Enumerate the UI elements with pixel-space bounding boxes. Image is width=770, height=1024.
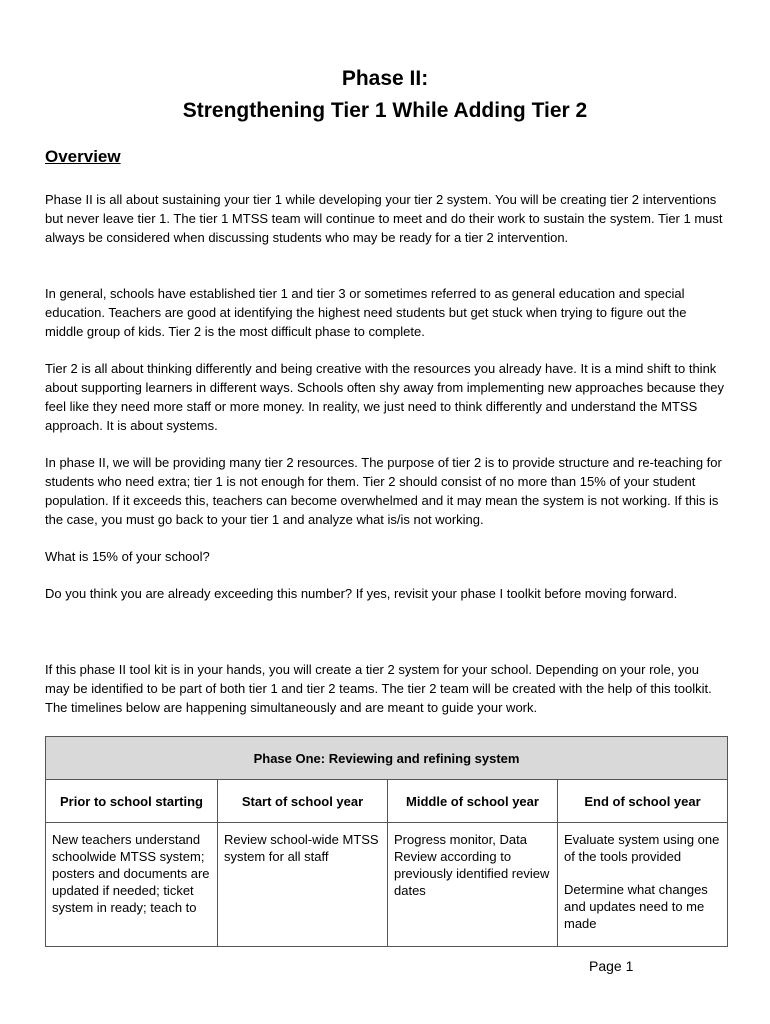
- cell-text: Review school-wide MTSS system for all staff: [224, 832, 379, 864]
- paragraph-toolkit: If this phase II tool kit is in your hands, you will create a tier 2 system for your school. Depending on your role, you may be identified to be part of both tier 1 and tier 2 teams. The tier 2 team will be created with the help of this toolkit. The timelines below are happening simultaneously and are meant to guide your work.: [45, 662, 712, 715]
- timeline-table: [45, 736, 728, 947]
- phase-heading: Phase One: Reviewing and refining system: [46, 737, 728, 780]
- paragraph-question-1: What is 15% of your school?: [45, 549, 210, 564]
- table-cell: [46, 823, 218, 947]
- column-header: Prior to school starting: [46, 780, 218, 823]
- table-cell: [558, 823, 728, 947]
- cell-text: Determine what changes and updates need to me made: [564, 882, 708, 931]
- paragraph-question-2: Do you think you are already exceeding this number? If yes, revisit your phase I toolkit before moving forward.: [45, 586, 678, 601]
- cell-text: New teachers understand schoolwide MTSS system; posters and documents are updated if needed; ticket system in ready; teach to: [52, 832, 210, 915]
- paragraph-phase2: In phase II, we will be providing many tier 2 resources. The purpose of tier 2 is to provide structure and re-teaching for students who need extra; tier 1 is not enough for them. Tier 2 should consist of no more than 15% of your student population. If it exceeds this, teachers can become overwhelmed and it may mean the system is not working. If this is the case, you must go back to your tier 1 and analyze what is/is not working.: [45, 455, 722, 527]
- column-header: End of school year: [558, 780, 728, 823]
- table-cell: [388, 823, 558, 947]
- page-number: Page 1: [589, 958, 634, 974]
- cell-text: Evaluate system using one of the tools provided: [564, 832, 720, 864]
- table-cell: [218, 823, 388, 947]
- paragraph-intro: Phase II is all about sustaining your tier 1 while developing your tier 2 system. You will be creating tier 2 interventions but never leave tier 1. The tier 1 MTSS team will continue to meet and do their work to sustain the system. Tier 1 must always be considered when discussing students who may be ready for a tier 2 intervention.: [45, 192, 723, 245]
- table-row: [46, 823, 728, 947]
- cell-text: Progress monitor, Data Review according to previously identified review dates: [394, 832, 550, 898]
- table-header-row: [46, 737, 728, 780]
- table-column-row: [46, 780, 728, 823]
- paragraph-general: In general, schools have established tier 1 and tier 3 or sometimes referred to as general education and special education. Teachers are good at identifying the highest need students but get stuck when trying to figure out the middle group of kids. Tier 2 is the most difficult phase to complete.: [45, 286, 687, 339]
- page-title-line1: Phase II:: [341, 67, 429, 90]
- paragraph-tier2: Tier 2 is all about thinking differently and being creative with the resources you already have. It is a mind shift to think about supporting learners in different ways. Schools often shy away from implementing new approaches because they feel like they need more staff or more money. In reality, we just need to think differently and understand the MTSS approach. It is about systems.: [45, 361, 725, 433]
- column-header: Start of school year: [218, 780, 388, 823]
- column-header: Middle of school year: [388, 780, 558, 823]
- overview-heading: Overview: [45, 147, 121, 166]
- page-title-line2: Strengthening Tier 1 While Adding Tier 2: [182, 99, 588, 122]
